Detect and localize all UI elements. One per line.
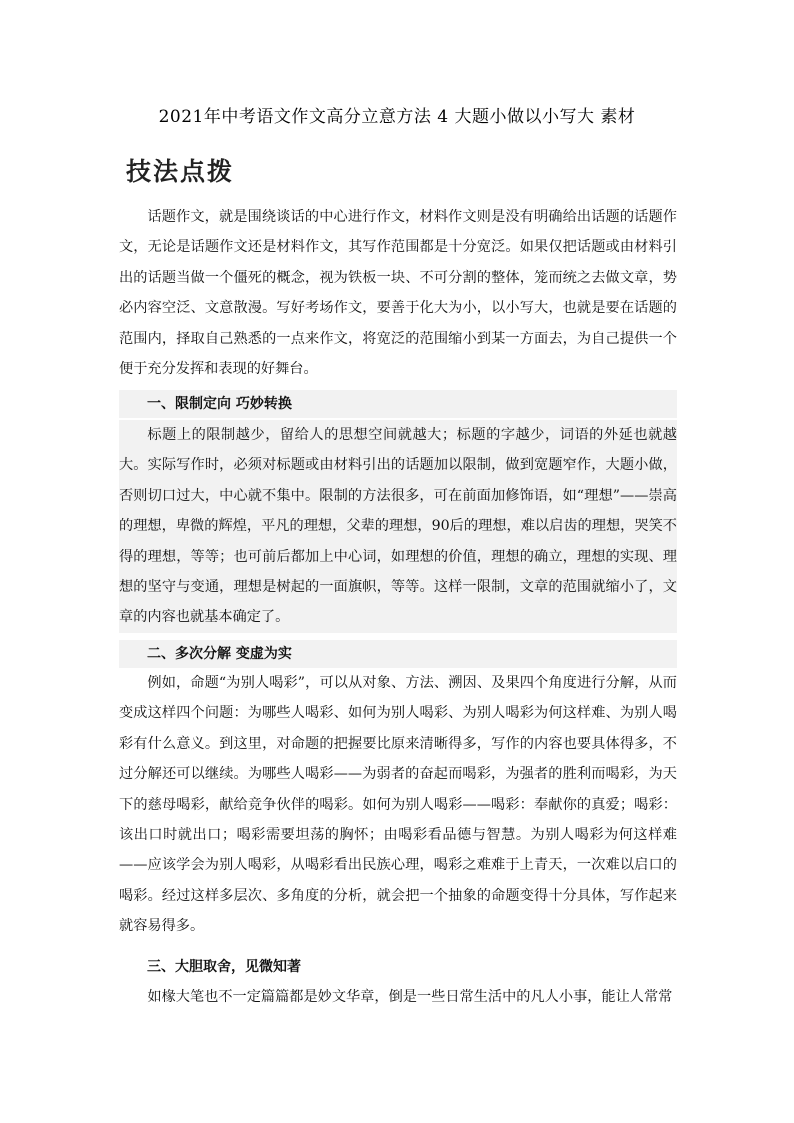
section-heading-2: 二、多次分解 变虚为实: [119, 640, 677, 668]
intro-paragraph: 话题作文，就是围绕谈话的中心进行作文，材料作文则是没有明确给出话题的话题作文，无论是话题作文还是材料作文，其写作范围都是十分宽泛。如果仅把话题或由材料引出的话题当做一个僵死的概念，视为铁板一块、不可分割的整体，笼而统之去做文章，势必内容空泛、文意散漫。写好考场作文，要善于化大为小，以小写大，也就是要在话题的范围内，择取自己熟悉的一点来作文，将宽泛的范围缩小到某一方面去，为自己提供一个便于充分发挥和表现的好舞台。: [119, 209, 677, 378]
section-heading-3: 三、大胆取舍，见微知著: [147, 959, 301, 975]
section-body-2: 例如，命题“为别人喝彩”，可以从对象、方法、溯因、及果四个角度进行分解，从而变成这样四个问题：为哪些人喝彩、如何为别人喝彩、为别人喝彩为何这样难、为别人喝彩有什么意义。到这里，对命题的把握要比原来清晰得多，写作的内容也要具体得多，不过分解还可以继续。为哪些人喝彩——为弱者的奋起而喝彩，为强者的胜利而喝彩，为天下的慈母喝彩，献给竞争伙伴的喝彩。如何为别人喝彩——喝彩：奉献你的真爱；喝彩：该出口时就出口；喝彩需要坦荡的胸怀；由喝彩看品德与智慧。为别人喝彩为何这样难——应该学会为别人喝彩，从喝彩看出民族心理，喝彩之难难于上青天，一次难以启口的喝彩。经过这样多层次、多角度的分析，就会把一个抽象的命题变得十分具体，写作起来就容易得多。: [119, 675, 677, 935]
document-title: 2021年中考语文作文高分立意方法 4 大题小做以小写大 素材: [158, 107, 636, 127]
section-body-3: 如椽大笔也不一定篇篇都是妙文华章，倒是一些日常生活中的凡人小事，能让人常常: [147, 989, 673, 1005]
section-body-1: 标题上的限制越少，留给人的思想空间就越大；标题的字越少，词语的外延也就越大。实际写作时，必须对标题或由材料引出的话题加以限制，做到宽题窄作，大题小做，否则切口过大，中心就不集中。限制的方法很多，可在前面加修饰语，如“理想”——崇高的理想，卑微的辉煌，平凡的理想，父辈的理想，90后的理想，难以启齿的理想，哭笑不得的理想，等等；也可前后都加上中心词，如理想的价值，理想的确立，理想的实现、理想的坚守与变通，理想是树起的一面旗帜，等等。这样一限制，文章的范围就缩小了，文章的内容也就基本确定了。: [119, 420, 677, 633]
technique-badge: 技法点拨: [126, 157, 235, 186]
section-heading-1: 一、限制定向 巧妙转换: [119, 390, 677, 418]
